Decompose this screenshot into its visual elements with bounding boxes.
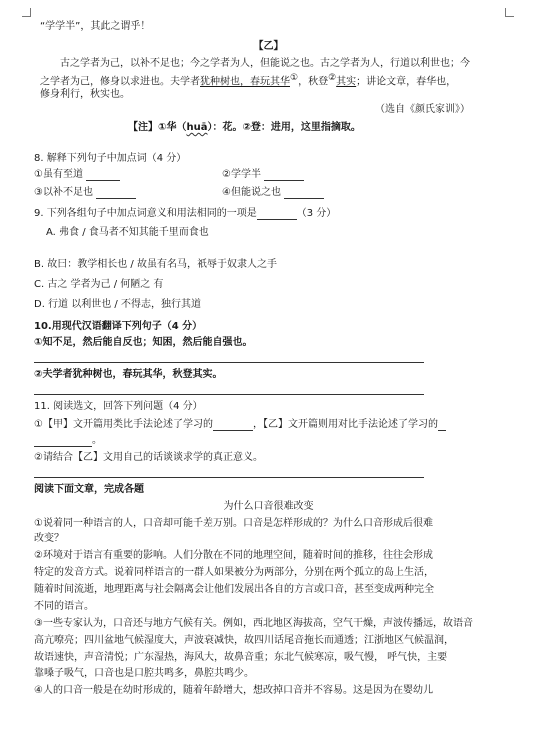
q9-option-b: B. 故曰：教学相长也 / 故虽有名马，祇辱于奴隶人之手 <box>34 259 277 270</box>
answer-blank[interactable] <box>213 420 253 431</box>
paragraph-2-line: ②环境对于语言有重要的影响。人们分散在不同的地理空间，随着时间的推移，往往会形成 <box>34 550 433 561</box>
q8-item-d: ④但能说之也 <box>222 186 324 199</box>
q8-item-c: ③以补不足也 <box>34 186 136 199</box>
answer-blank[interactable] <box>96 188 136 199</box>
answer-line[interactable] <box>34 394 424 395</box>
q10-sentence-2: ②夫学者犹种树也，春玩其华，秋登其实。 <box>34 369 223 380</box>
answer-line[interactable] <box>34 477 424 478</box>
answer-line[interactable] <box>34 362 424 363</box>
page-corner-mark <box>505 8 514 17</box>
q10-stem: 10.用现代汉语翻译下列句子（4 分） <box>34 321 203 332</box>
answer-blank[interactable] <box>284 188 324 199</box>
q9-option-c: C. 古之 学者为己 / 何陋之 有 <box>34 279 164 290</box>
annotation-note: 【注】①华（huā）：花。②登：进用，这里指摘取。 <box>128 122 361 133</box>
underlined-phrase: 其实 <box>336 76 357 88</box>
paragraph-3-line: 高亢嘹亮；四川盆地气候湿度大，声波衰减快，故四川话尾音拖长而通透；江浙地区气候温润， <box>34 635 454 646</box>
yi-para-line-3: 修身利行，秋实也。 <box>40 89 130 100</box>
paragraph-3-line: 靠嗓子吸气，口音也是口腔共鸣多，鼻腔共鸣少。 <box>34 668 254 679</box>
article-title: 为什么口音很难改变 <box>223 501 314 512</box>
top-line: “学学半”，其此之谓乎！ <box>40 21 151 32</box>
answer-blank[interactable] <box>438 420 446 431</box>
paragraph-3-line: 故语速快，声音清悦；广东湿热，海风大，故鼻音重；东北气候寒凉，吸气慢， 呼气快，主要 <box>34 652 448 663</box>
answer-blank[interactable] <box>86 170 120 181</box>
paragraph-2-line: 不同的语言。 <box>34 601 94 612</box>
q8-item-a: ①虽有至道 <box>34 168 120 181</box>
yi-heading: 【乙】 <box>253 41 284 52</box>
yi-para-line-1: 古之学者为己，以补不足也；今之学者为人，但能说之也。古之学者为人，行道以利世也；今 <box>60 58 470 69</box>
underlined-phrase: 犹种树也，春玩其华 <box>200 76 290 88</box>
section-heading: 阅读下面文章，完成各题 <box>34 484 144 495</box>
paragraph-1-line: 改变？ <box>34 533 64 544</box>
answer-blank[interactable] <box>257 209 297 220</box>
answer-blank[interactable] <box>34 436 92 447</box>
q9-stem: 9. 下列各组句子中加点词意义和用法相同的一项是 （3 分） <box>34 208 337 219</box>
paragraph-2-line: 随着时间流逝，地理距离与社会隔离会让他们发展出各自的方言或口音，甚至变成两种完全 <box>34 584 434 595</box>
answer-blank[interactable] <box>264 170 304 181</box>
page-corner-mark <box>22 8 31 17</box>
q9-option-a: A. 弗食 / 食马者不知其能千里而食也 <box>46 227 209 238</box>
q10-sentence-1: ①知不足，然后能自反也；知困，然后能自强也。 <box>34 337 253 348</box>
paragraph-2-line: 特定的发音方式。说着同样语言的一群人如果被分为两部分，分别在两个孤立的岛上生活， <box>34 567 434 578</box>
source-citation: （选自《颜氏家训》） <box>375 104 470 115</box>
q8-stem: 8. 解释下列句子中加点词（4 分） <box>34 153 187 164</box>
paragraph-4-line: ④人的口音一般是在幼时形成的，随着年龄增大，想改掉口音并不容易。这是因为在婴幼儿 <box>34 685 433 696</box>
q9-option-d: D. 行道 以利世也 / 不得志，独行其道 <box>34 299 201 310</box>
q8-item-b: ②学学半 <box>222 168 304 181</box>
q11-stem: 11. 阅读选文，回答下列问题（4 分） <box>34 401 203 412</box>
paragraph-1-line: ①说着同一种语言的人，口音却可能千差万别。口音是怎样形成的？为什么口音形成后很难 <box>34 518 433 529</box>
q11-part-1: ①【甲】文开篇用类比手法论述了学习的 ，【乙】文开篇则用对比手法论述了学习的 <box>34 418 446 431</box>
yi-para-line-2: 之学者为己，修身以求进也。夫学者犹种树也，春玩其华①，秋登②其实；讲论文章，春华也， <box>40 73 457 88</box>
paragraph-3-line: ③一些专家认为，口音还与地方气候有关。例如，西北地区海拔高，空气干燥，声波传播远，故语音 <box>34 618 473 629</box>
q11-part-2: ②请结合【乙】文用自己的话谈谈求学的真正意义。 <box>34 452 263 463</box>
q11-part-1-cont: 。 <box>34 434 102 447</box>
